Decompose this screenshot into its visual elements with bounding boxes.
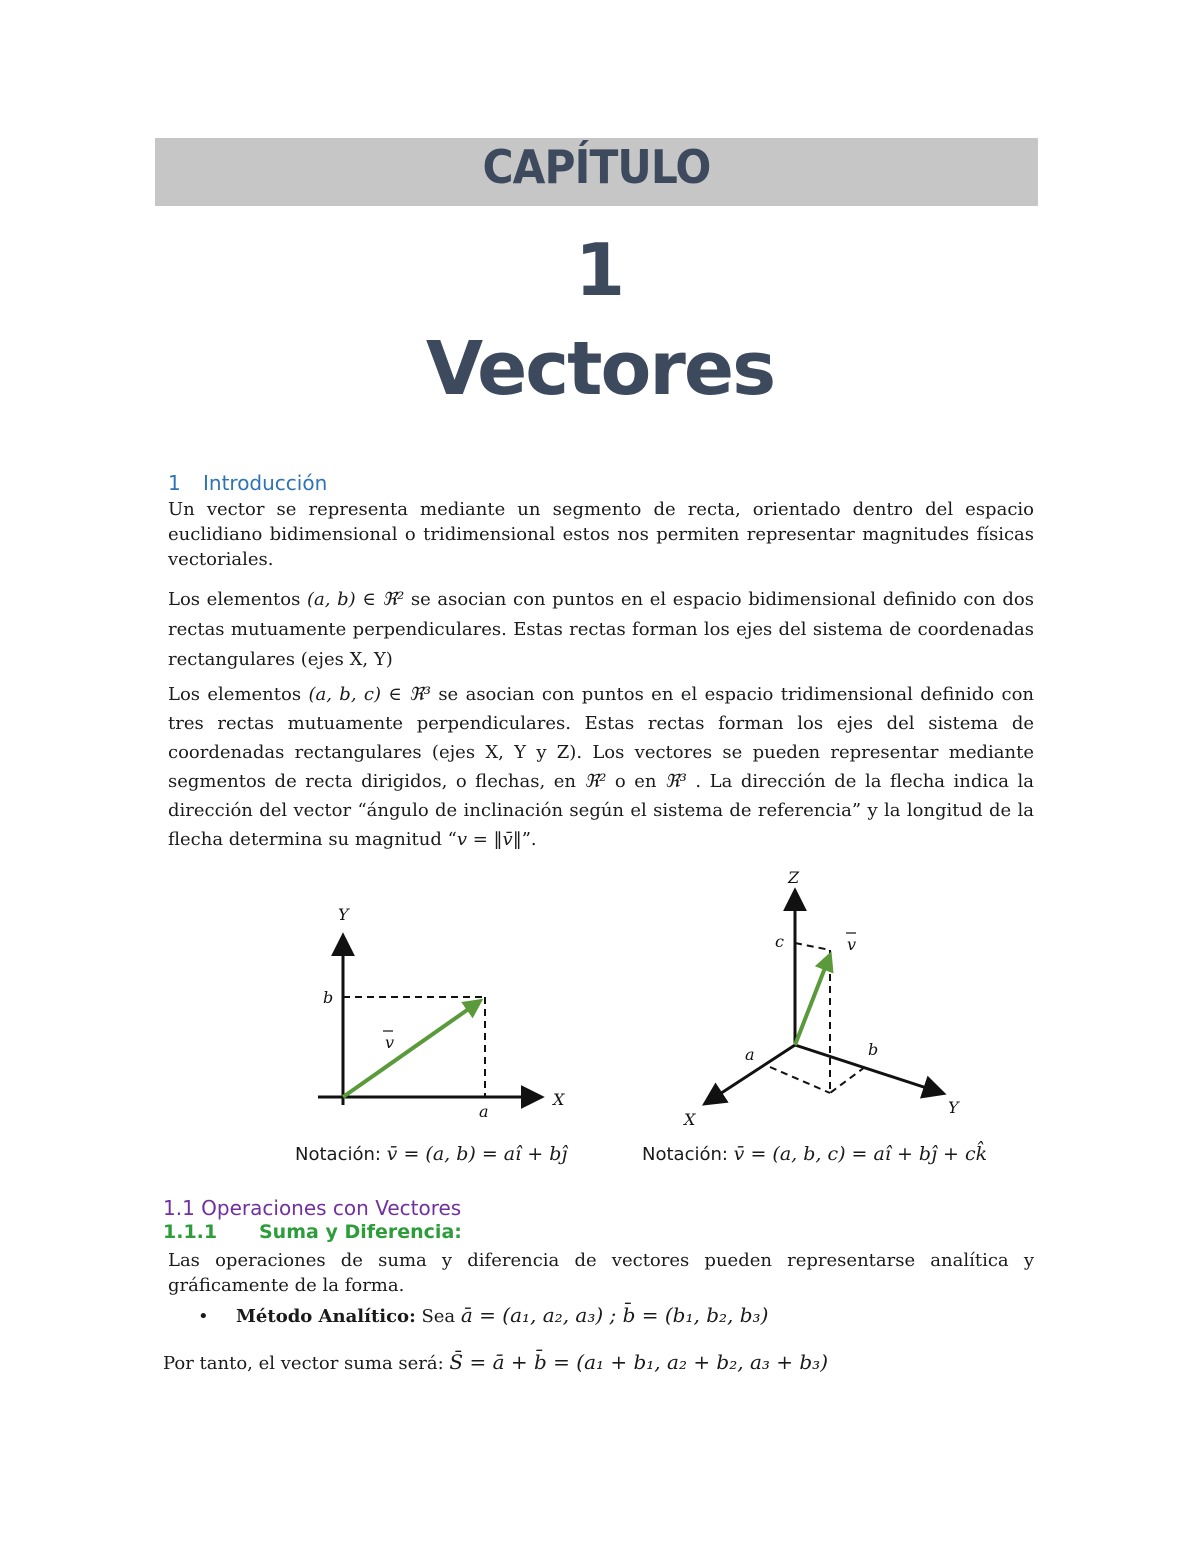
subsection-number: 1.1.1	[163, 1221, 218, 1243]
figure-3d-vector	[670, 860, 990, 1130]
chapter-label: CAPÍTULO	[482, 140, 711, 194]
notation-2d-math: v̄ = (a, b) = aî + bĵ	[386, 1143, 568, 1165]
p3-r3: ℜ³	[665, 771, 687, 792]
vector-arrow	[343, 1001, 480, 1097]
p3-text-b: se asocian con puntos en el espacio tridimensional definido con tres rectas mutuamente perpendiculares. Estas rectas forman los ejes del sistema de coordenadas rectangulares (ejes X, Y y Z). Los vectores se pueden representar mediante segmentos de recta dirigidos, o flechas, en	[168, 684, 1035, 792]
notation-2d	[295, 1143, 567, 1165]
p3-r2: ℜ²	[584, 771, 607, 792]
notation-3d-label: Notación:	[642, 1144, 734, 1165]
y-axis-label-3d: Y	[948, 1098, 959, 1117]
suma-paragraph: Las operaciones de suma y diferencia de vectores pueden representarse analítica y gráficamente de la forma.	[168, 1250, 1034, 1296]
x-axis-label: X	[553, 1090, 565, 1109]
method-bullet	[198, 1303, 768, 1327]
notation-2d-label: Notación:	[295, 1144, 387, 1165]
c-label: c	[775, 932, 784, 951]
paragraph-3d-elements	[168, 680, 1034, 854]
a-label-3d: a	[745, 1045, 755, 1064]
b-label-3d: b	[868, 1040, 879, 1059]
method-math: ā = (a₁, a₂, a₃) ; b̄ = (b₁, b₂, b₃)	[460, 1303, 769, 1327]
section-heading-suma	[163, 1221, 462, 1243]
p3-math: (a, b, c) ∈ ℜ³	[308, 684, 431, 705]
section-number: 1	[168, 471, 181, 495]
p3-magnitude: v = ‖v̄‖	[456, 829, 522, 850]
notation-3d	[642, 1143, 987, 1165]
vector-arrow-3d	[795, 955, 830, 1045]
sum-math: S̄ = ā + b̄ = (a₁ + b₁, a₂ + b₂, a₃ + b₃)	[449, 1350, 829, 1374]
guide-b-3d	[830, 1067, 865, 1093]
guide-c	[795, 943, 830, 950]
p2-text-b: se asocian con puntos en el espacio bidimensional definido con dos rectas mutuamente perpendiculares. Estas rectas forman los ejes del sistema de coordenadas rectangulares (ejes X, Y)	[168, 589, 1034, 670]
paragraph-2d-elements	[168, 585, 1034, 675]
v-label-3d: v	[847, 935, 857, 954]
section-heading-operaciones: 1.1 Operaciones con Vectores	[163, 1196, 462, 1220]
p3-text-e: ”.	[521, 829, 537, 850]
sum-text: Por tanto, el vector suma será:	[163, 1353, 450, 1374]
y-axis-label: Y	[338, 905, 349, 924]
method-label: Método Analítico:	[236, 1306, 416, 1327]
p2-text-a: Los elementos	[168, 589, 308, 610]
section-title: Introducción	[203, 471, 328, 495]
method-text: Sea	[415, 1306, 461, 1327]
section-heading-introduccion	[168, 471, 327, 495]
notation-3d-math: v̄ = (a, b, c) = aî + bĵ + ck̂	[733, 1143, 988, 1165]
x-axis-label-3d: X	[684, 1110, 696, 1129]
p3-text-c: o en	[606, 771, 666, 792]
a-label: a	[479, 1102, 489, 1121]
p3-text-d: . La dirección de la flecha indica la dirección del vector “ángulo de inclinación según el sistema de referencia” y la longitud de la flecha determina su magnitud “	[168, 771, 1034, 850]
b-label: b	[323, 988, 334, 1007]
subsection-title: Suma y Diferencia:	[259, 1221, 462, 1243]
v-label: v	[385, 1033, 395, 1052]
sum-line	[163, 1350, 828, 1374]
p3-text-a: Los elementos	[168, 684, 309, 705]
figure-2d-vector	[290, 895, 610, 1125]
chapter-number: 1	[574, 228, 626, 312]
guide-a-3d	[770, 1067, 830, 1093]
z-axis-label: Z	[788, 868, 800, 887]
bullet-dot: •	[198, 1306, 209, 1327]
p2-math: (a, b) ∈ ℜ²	[307, 589, 405, 610]
intro-paragraph: Un vector se representa mediante un segmento de recta, orientado dentro del espacio euclidiano bidimensional o tridimensional estos nos permiten representar magnitudes físicas vectoriales.	[168, 499, 1034, 570]
chapter-title: Vectores	[425, 326, 775, 412]
